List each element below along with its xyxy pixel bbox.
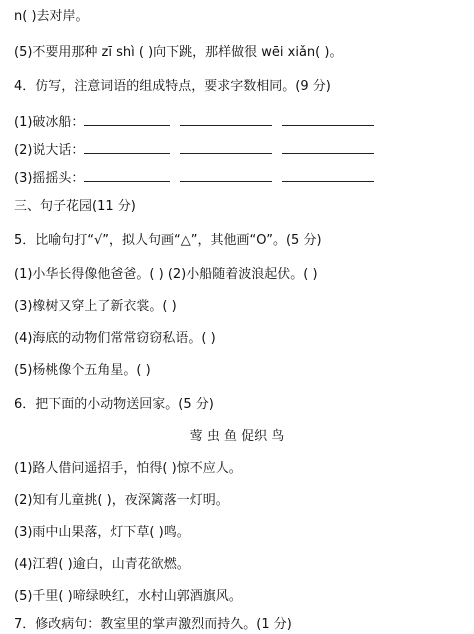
q6-line-1: (1)路人借问遥招手，怕得( )惊不应人。 xyxy=(14,461,242,476)
q5-line-4: (5)杨桃像个五角星。( ) xyxy=(14,363,151,378)
q6-word-bank: 莺 虫 鱼 促织 鸟 xyxy=(189,429,285,444)
q4-title: 4．仿写，注意词语的组成特点，要求字数相同。(9 分) xyxy=(14,79,331,94)
answer-blank[interactable] xyxy=(282,112,374,126)
section-3-title: 三、句子花园(11 分) xyxy=(14,199,136,214)
answer-blank[interactable] xyxy=(180,168,272,182)
q7-title: 7．修改病句：教室里的掌声激烈而持久。(1 分) xyxy=(14,617,292,632)
answer-blank[interactable] xyxy=(180,140,272,154)
answer-blank[interactable] xyxy=(84,168,170,182)
answer-blank[interactable] xyxy=(282,168,374,182)
q6-line-5: (5)千里( )啼绿映红，水村山郭酒旗风。 xyxy=(14,589,242,604)
q6-title: 6．把下面的小动物送回家。(5 分) xyxy=(14,397,214,412)
q6-line-2: (2)知有儿童挑( )，夜深篱落一灯明。 xyxy=(14,493,229,508)
q4-item-1-label: (1)破冰船： xyxy=(14,115,85,130)
q3-line-1: n( )去对岸。 xyxy=(14,9,89,24)
q5-title: 5．比喻句打“√”，拟人句画“△”，其他画“O”。(5 分) xyxy=(14,233,322,248)
q4-item-3 xyxy=(14,168,374,188)
answer-blank[interactable] xyxy=(180,112,272,126)
answer-blank[interactable] xyxy=(84,140,170,154)
q5-line-2: (3)橡树又穿上了新衣裳。( ) xyxy=(14,299,177,314)
q6-line-4: (4)江碧( )逾白，山青花欲燃。 xyxy=(14,557,190,572)
q3-line-2: (5)不要用那种 zī shì ( )向下跳，那样做很 wēi xiǎn( )。 xyxy=(14,45,343,60)
q4-item-3-label: (3)摇摇头： xyxy=(14,171,85,186)
q6-line-3: (3)雨中山果落，灯下草( )鸣。 xyxy=(14,525,190,540)
q5-line-3: (4)海底的动物们常常窃窃私语。( ) xyxy=(14,331,216,346)
q4-item-2-label: (2)说大话： xyxy=(14,143,85,158)
q4-item-2 xyxy=(14,140,374,160)
q5-line-1: (1)小华长得像他爸爸。( ) (2)小船随着波浪起伏。( ) xyxy=(14,267,318,282)
answer-blank[interactable] xyxy=(282,140,374,154)
answer-blank[interactable] xyxy=(84,112,170,126)
q4-item-1 xyxy=(14,112,374,132)
